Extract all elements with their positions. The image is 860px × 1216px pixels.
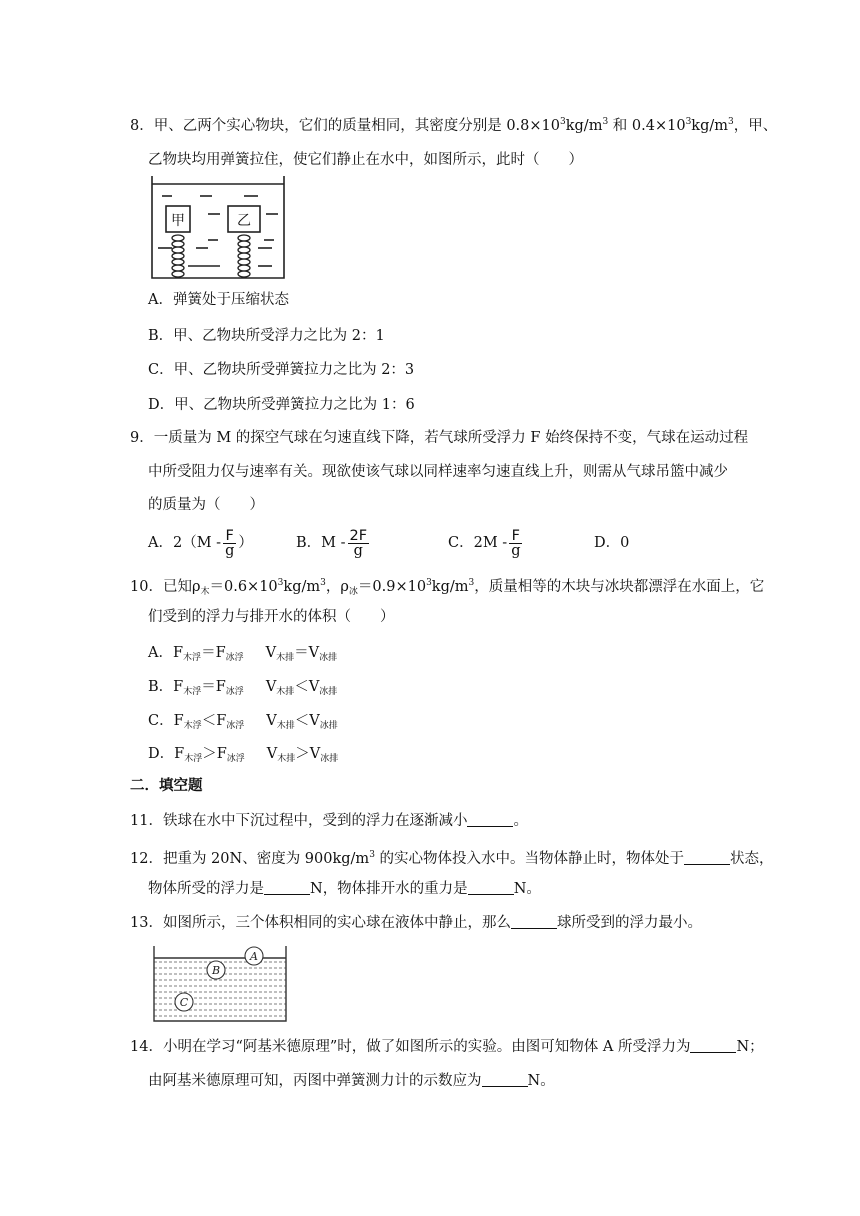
q9-line3: 的质量为（ ） <box>148 497 264 513</box>
answer-blank[interactable] <box>690 1038 736 1053</box>
q14-line1: 14．小明在学习“阿基米德原理”时，做了如图所示的实验。由图可知物体 A 所受浮力为 N； <box>130 1039 764 1055</box>
q8-option-c: C．甲、乙物块所受弹簧拉力之比为 2：3 <box>148 362 415 378</box>
q8-line2: 乙物块均用弹簧拉住，使它们静止在水中，如图所示，此时（ ） <box>148 152 583 168</box>
spring-left <box>172 235 184 277</box>
fraction: $\frac{2F}{g}$ <box>349 527 368 559</box>
section-heading: 二．填空题 <box>130 777 203 794</box>
q9-option-c: C．2M - $\frac{F}{g}$ <box>448 527 521 559</box>
q8-figure <box>148 172 288 282</box>
q12-line1: 12．把重为 20N、密度为 $900kg/m^3$ 的实心物体投入水中。当物体静止时，物体处于 状态， <box>130 850 774 867</box>
q8-option-d: D．甲、乙物块所受弹簧拉力之比为 1：6 <box>148 397 415 413</box>
q13-figure <box>150 942 290 1024</box>
q9-line1: 9．一质量为 M 的探空气球在匀速直线下降，若气球所受浮力 F 始终保持不变，气球在运动过程 <box>130 430 749 446</box>
answer-blank[interactable] <box>511 914 557 929</box>
fraction: $\frac{F}{g}$ <box>511 527 521 559</box>
answer-blank[interactable] <box>468 880 514 895</box>
answer-blank[interactable] <box>264 880 310 895</box>
q8-option-b: B．甲、乙物块所受浮力之比为 2：1 <box>148 328 385 344</box>
ball-a-label: A <box>250 950 258 963</box>
answer-blank[interactable] <box>467 812 513 827</box>
q10-option-b: B．$F_{木浮}=F_{冰浮}$ $V_{木排}<V_{冰排}$ <box>148 679 338 697</box>
q13-line1: 13．如图所示，三个体积相同的实心球在液体中静止，那么 球所受到的浮力最小。 <box>130 915 702 931</box>
q9-option-a: A．2（M - $\frac{F}{g}$ ） <box>148 527 253 559</box>
q14-line2: 由阿基米德原理可知，丙图中弹簧测力计的示数应为 N。 <box>148 1073 555 1089</box>
q8-line1: 8．甲、乙两个实心物块，它们的质量相同，其密度分别是 $0.8\times 10^3kg/m^3$ 和 $0.4\times 10^3kg/m^3$，甲、 <box>130 117 778 134</box>
spring-right <box>238 235 250 277</box>
q11-line: 11．铁球在水中下沉过程中，受到的浮力在逐渐减小 。 <box>130 813 528 829</box>
q10-option-d: D．$F_{木浮}>F_{冰浮}$ $V_{木排}>V_{冰排}$ <box>148 746 339 764</box>
q10-line2: 们受到的浮力与排开水的体积（ ） <box>148 609 395 625</box>
answer-blank[interactable] <box>482 1072 528 1087</box>
q10-option-c: C．$F_{木浮}<F_{冰浮}$ $V_{木排}<V_{冰排}$ <box>148 713 338 731</box>
q12-line2: 物体所受的浮力是 N，物体排开水的重力是 N。 <box>148 881 541 897</box>
q10-option-a: A．$F_{木浮}=F_{冰浮}$ $V_{木排}=V_{冰排}$ <box>148 645 338 663</box>
ball-b-label: B <box>211 964 221 977</box>
q9-option-b: B．M - $\frac{2F}{g}$ <box>296 527 368 559</box>
ball-c-label: C <box>179 996 189 1009</box>
block-jia-label: 甲 <box>171 213 185 229</box>
q10-line1: 10．已知$\rho_木=0.6\times 10^3kg/m^3$，$\rho_冰=0.9\times 10^3kg/m^3$，质量相等的木块与冰块都漂浮在水面上，它 <box>130 578 765 597</box>
answer-blank[interactable] <box>684 850 730 865</box>
fraction: $\frac{F}{g}$ <box>225 527 235 559</box>
block-yi-label: 乙 <box>237 213 251 229</box>
q9-line2: 中所受阻力仅与速率有关。现欲使该气球以同样速率匀速直线上升，则需从气球吊篮中减少 <box>148 464 728 480</box>
q9-option-d: D．0 <box>594 535 630 551</box>
q8-option-a: A．弹簧处于压缩状态 <box>148 292 289 308</box>
